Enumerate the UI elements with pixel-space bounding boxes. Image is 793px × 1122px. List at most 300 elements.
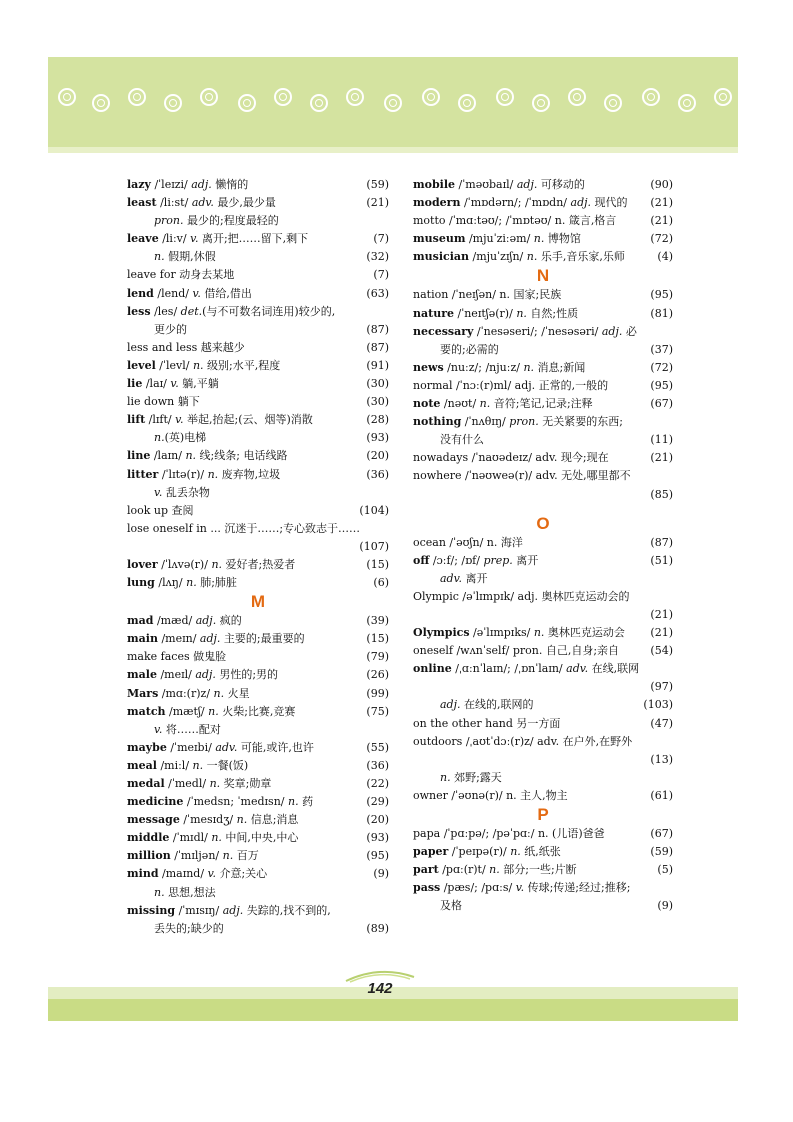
pronunciation: /laɪ/ xyxy=(142,377,171,391)
headword: medal xyxy=(127,777,165,790)
pronunciation: /ɔːf/; /ɒf/ xyxy=(429,553,484,567)
headword: leave xyxy=(127,232,159,246)
glossary-entry xyxy=(413,413,673,431)
page-reference: (95) xyxy=(366,849,389,863)
entry-text: nowadays /ˈnaʊədeɪz/ adv. 现今;现在 xyxy=(413,451,609,465)
part-of-speech: adv. xyxy=(215,740,238,754)
page-reference: (99) xyxy=(366,686,389,700)
entry-text: look up 查阅 xyxy=(127,503,194,517)
page-reference: (21) xyxy=(366,196,389,210)
headword: level xyxy=(127,358,156,372)
definition: 爱好者;热爱者 xyxy=(222,557,296,571)
page-reference: (89) xyxy=(366,921,389,935)
definition: 郊野;露天 xyxy=(450,770,502,784)
pronunciation: /les/ xyxy=(150,304,181,318)
glossary-entry xyxy=(127,902,389,920)
definition: 级别;水平,程度 xyxy=(203,358,281,372)
glossary-entry xyxy=(127,393,389,411)
page-reference: (67) xyxy=(650,397,673,411)
definition: 信息;消息 xyxy=(247,813,299,827)
headword: lazy xyxy=(127,178,151,191)
glossary-entry xyxy=(127,775,389,793)
part-of-speech: adj. xyxy=(199,632,221,646)
part-of-speech: adj. xyxy=(601,324,623,338)
circle-ornament xyxy=(238,94,256,112)
page-reference: (95) xyxy=(650,288,673,302)
definition: 没有什么 xyxy=(440,433,484,447)
headword: mobile xyxy=(413,178,456,191)
headword: nothing xyxy=(413,415,462,429)
pronunciation: /miːl/ xyxy=(156,758,193,772)
glossary-entry xyxy=(127,829,389,847)
part-of-speech: adj. xyxy=(195,668,216,682)
page-reference: (39) xyxy=(366,614,389,628)
part-of-speech: n. xyxy=(154,250,165,264)
glossary-entry xyxy=(127,538,389,556)
definition: 一餐(饭) xyxy=(203,758,249,772)
definition: 在线的,联网的 xyxy=(460,698,534,712)
left-column xyxy=(127,176,389,938)
part-of-speech: v. xyxy=(154,485,163,499)
definition: 懒惰的 xyxy=(211,178,249,191)
definition: 可移动的 xyxy=(537,178,585,191)
headword: meal xyxy=(127,758,157,772)
part-of-speech: pron. xyxy=(154,214,184,228)
glossary-entry xyxy=(413,879,673,897)
page-reference: (20) xyxy=(366,813,389,827)
headword: lift xyxy=(127,413,146,427)
page-reference: (79) xyxy=(366,650,389,664)
glossary-entry xyxy=(413,176,673,194)
definition: 男性的;男的 xyxy=(215,668,279,682)
entry-continuation xyxy=(127,884,389,902)
glossary-entry xyxy=(127,303,389,321)
entry-text: papa /ˈpɑːpə/; /pəˈpɑː/ n. (儿语)爸爸 xyxy=(413,827,605,840)
part-of-speech: n. xyxy=(288,795,299,809)
entry-text: nation /ˈneɪʃən/ n. 国家;民族 xyxy=(413,288,562,302)
circle-ornament xyxy=(496,88,514,106)
definition: 介意;关心 xyxy=(215,867,268,881)
glossary-entry xyxy=(127,447,389,465)
headword: news xyxy=(413,360,444,374)
part-of-speech: adj. xyxy=(222,903,244,917)
page-reference: (72) xyxy=(650,232,673,246)
pronunciation: /mæd/ xyxy=(153,614,196,628)
pronunciation: /ˈneɪtʃə(r)/ xyxy=(454,306,517,320)
page-reference: (9) xyxy=(373,867,389,881)
definition: 音符;笔记,记录;注释 xyxy=(490,397,593,411)
pronunciation: /mɑː(r)z/ xyxy=(158,686,214,700)
entry-text: on the other hand 另一方面 xyxy=(413,716,561,730)
definition: 举起,抬起;(云、烟等)消散 xyxy=(183,413,313,427)
headword: part xyxy=(413,863,439,877)
definition: 传球;传递;经过;推移; xyxy=(524,881,631,895)
page-reference: (22) xyxy=(366,777,389,790)
page-reference: (61) xyxy=(650,788,673,802)
page-reference: (103) xyxy=(643,698,673,712)
entry-continuation xyxy=(413,341,673,359)
glossary-entry xyxy=(127,285,389,303)
glossary-entry xyxy=(127,556,389,574)
headword: lend xyxy=(127,286,154,300)
glossary-entry xyxy=(127,466,389,484)
glossary-entry xyxy=(413,467,673,485)
page-reference: (54) xyxy=(650,644,673,658)
entry-text: ocean /ˈəʊʃn/ n. 海洋 xyxy=(413,535,523,549)
definition: 博物馆 xyxy=(544,232,581,246)
part-of-speech: adj. xyxy=(570,196,592,210)
page-reference: (107) xyxy=(359,539,389,553)
circle-ornament xyxy=(164,94,182,112)
definition: 必 xyxy=(622,324,637,338)
section-letter: N xyxy=(536,266,550,286)
part-of-speech: adj. xyxy=(191,178,212,191)
entry-text: lie down 躺下 xyxy=(127,395,200,409)
definition: 自然;性质 xyxy=(526,306,579,320)
part-of-speech: n. xyxy=(489,863,500,877)
pronunciation: /pæs/; /pɑːs/ xyxy=(440,881,516,895)
glossary-entry xyxy=(413,588,673,606)
page-reference: (7) xyxy=(373,268,389,282)
glossary-entry xyxy=(413,248,673,266)
page-reference: (21) xyxy=(650,626,673,640)
definition: 肺;肺脏 xyxy=(196,576,237,590)
section-letter: O xyxy=(536,513,550,533)
headword: pass xyxy=(413,881,441,895)
definition: 在线,联网 xyxy=(588,662,640,676)
entry-text: nowhere /ˈnəʊweə(r)/ adv. 无处,哪里都不 xyxy=(413,469,631,483)
glossary-entry xyxy=(127,793,389,811)
pronunciation: /lʌŋ/ xyxy=(154,576,187,590)
pronunciation: /meɪl/ xyxy=(156,668,196,682)
entry-continuation xyxy=(413,897,673,915)
page-reference: (21) xyxy=(650,196,673,210)
part-of-speech: adj. xyxy=(195,614,217,628)
glossary-entry xyxy=(413,377,673,395)
headword: match xyxy=(127,704,166,718)
page-reference: (75) xyxy=(366,704,389,718)
page-reference: (95) xyxy=(650,378,673,392)
circle-ornament xyxy=(642,88,660,106)
part-of-speech: pron. xyxy=(509,415,539,429)
pronunciation: /ˈlevl/ xyxy=(155,358,193,372)
page-reference: (15) xyxy=(366,632,389,646)
page-reference: (72) xyxy=(650,360,673,374)
entry-continuation xyxy=(127,212,389,230)
circle-ornament xyxy=(200,88,218,106)
glossary-entry xyxy=(413,825,673,843)
definition: 疯的 xyxy=(216,614,242,628)
circle-ornament xyxy=(604,94,622,112)
definition: 奥林匹克运动会 xyxy=(544,626,625,640)
glossary-entry xyxy=(127,230,389,248)
headword: note xyxy=(413,397,441,411)
definition: 假期,休假 xyxy=(164,250,216,264)
pronunciation: /ˈmedl/ xyxy=(164,777,210,790)
part-of-speech: n. xyxy=(510,845,521,859)
entry-continuation xyxy=(413,769,673,787)
headword: modern xyxy=(413,196,461,210)
definition: 火柴;比赛,竞赛 xyxy=(218,704,296,718)
circle-ornament xyxy=(92,94,110,112)
entry-continuation xyxy=(413,696,673,714)
pronunciation: /maɪnd/ xyxy=(158,867,208,881)
glossary-entry xyxy=(127,757,389,775)
page-reference: (5) xyxy=(657,863,673,877)
definition: 更少的 xyxy=(154,322,187,336)
glossary-entry xyxy=(127,375,389,393)
page-reference: (32) xyxy=(366,250,389,264)
part-of-speech: n. xyxy=(154,431,165,445)
headword: necessary xyxy=(413,324,474,338)
glossary-entry xyxy=(127,502,389,520)
definition: 奖章;勋章 xyxy=(220,777,272,790)
part-of-speech: n. xyxy=(209,777,221,790)
page-reference: (30) xyxy=(366,395,389,409)
entry-text: make faces 做鬼脸 xyxy=(127,650,227,664)
circle-ornament xyxy=(568,88,586,106)
glossary-entry xyxy=(413,286,673,304)
page-reference: (51) xyxy=(650,553,673,567)
page-reference: (59) xyxy=(650,845,673,859)
page-reference: (26) xyxy=(366,668,389,682)
entry-continuation xyxy=(127,721,389,739)
part-of-speech: n. xyxy=(211,557,223,571)
headword: mind xyxy=(127,867,159,881)
part-of-speech: n. xyxy=(211,831,222,845)
glossary-entry xyxy=(413,305,673,323)
part-of-speech: adj. xyxy=(440,698,461,712)
glossary-entry xyxy=(127,630,389,648)
headword: mad xyxy=(127,614,154,628)
glossary-entry xyxy=(413,212,673,230)
headword: message xyxy=(127,813,180,827)
page-reference: (37) xyxy=(650,342,673,356)
glossary-entry xyxy=(127,847,389,865)
circle-ornament xyxy=(58,88,76,106)
headword: Mars xyxy=(127,686,159,700)
definition: 丢失的;缺少的 xyxy=(154,921,224,935)
glossary-entry xyxy=(127,411,389,429)
entry-text: lose oneself in ... 沉迷于……;专心致志于…… xyxy=(127,521,361,535)
definition: 乱丢杂物 xyxy=(162,485,210,499)
glossary-entry xyxy=(413,660,673,678)
part-of-speech: v. xyxy=(170,377,179,391)
definition: 线;线条; 电话线路 xyxy=(196,449,288,463)
definition: 离开 xyxy=(512,553,539,567)
entry-text: outdoors /ˌaʊtˈdɔː(r)z/ adv. 在户外,在野外 xyxy=(413,734,633,748)
page-reference: (90) xyxy=(650,178,673,191)
pronunciation: /ˈmɪdl/ xyxy=(169,831,212,845)
page-reference: (4) xyxy=(657,250,673,264)
page-reference: (91) xyxy=(366,358,389,372)
definition: 药 xyxy=(298,795,314,809)
headword: maybe xyxy=(127,740,167,754)
definition: 离开;把……留下,剩下 xyxy=(198,232,309,246)
entry-text: owner /ˈəʊnə(r)/ n. 主人,物主 xyxy=(413,788,568,802)
page-reference: (47) xyxy=(650,716,673,730)
part-of-speech: v. xyxy=(175,413,184,427)
page-reference: (13) xyxy=(650,752,673,766)
part-of-speech: n. xyxy=(479,397,491,411)
glossary-entry xyxy=(127,703,389,721)
circle-ornament xyxy=(532,94,550,112)
entry-text: oneself /wʌnˈself/ pron. 自己,自身;亲自 xyxy=(413,644,620,658)
entry-text: motto /ˈmɑːtəʊ/; /ˈmɒtəʊ/ n. 箴言,格言 xyxy=(413,214,617,228)
definition: (英)电梯 xyxy=(164,431,207,445)
part-of-speech: n. xyxy=(208,704,219,718)
glossary-entry xyxy=(127,666,389,684)
definition: 火星 xyxy=(224,686,250,700)
headword: online xyxy=(413,662,452,676)
headword: lung xyxy=(127,576,155,590)
pronunciation: /meɪn/ xyxy=(157,632,200,646)
glossary-entry xyxy=(413,787,673,805)
page-reference: (87) xyxy=(366,340,389,354)
headword: lie xyxy=(127,377,143,391)
definition: 最少的;程度最轻的 xyxy=(183,214,279,228)
headword: male xyxy=(127,668,157,682)
glossary-entry xyxy=(413,733,673,751)
entry-continuation xyxy=(127,484,389,502)
glossary-entry xyxy=(127,648,389,666)
glossary-entry xyxy=(413,861,673,879)
page-reference: (67) xyxy=(650,827,673,840)
pronunciation: /laɪn/ xyxy=(150,449,186,463)
glossary-entry xyxy=(413,715,673,733)
part-of-speech: n. xyxy=(526,250,538,264)
glossary-entry xyxy=(413,230,673,248)
page-reference: (59) xyxy=(366,178,389,191)
circle-ornament xyxy=(384,94,402,112)
circle-ornament xyxy=(128,88,146,106)
definition: 离开 xyxy=(462,571,488,585)
pronunciation: /lɪft/ xyxy=(145,413,176,427)
part-of-speech: v. xyxy=(154,722,163,736)
definition: 废弃物,垃圾 xyxy=(218,467,281,481)
page-reference: (20) xyxy=(366,449,389,463)
part-of-speech: n. xyxy=(440,770,451,784)
page-reference: (15) xyxy=(366,557,389,571)
entry-continuation xyxy=(127,429,389,447)
part-of-speech: n. xyxy=(222,849,234,863)
headword: litter xyxy=(127,467,159,481)
glossary-entry xyxy=(127,266,389,284)
part-of-speech: v. xyxy=(515,881,525,895)
definition: 最少,最少量 xyxy=(213,196,276,210)
circle-ornament xyxy=(458,94,476,112)
pronunciation: /mætʃ/ xyxy=(165,704,209,718)
glossary-entry xyxy=(413,359,673,377)
page-reference: (81) xyxy=(650,306,673,320)
decorative-circles xyxy=(52,88,734,116)
pronunciation: /ˈmɒdərn/; /ˈmɒdn/ xyxy=(460,196,571,210)
right-column xyxy=(413,176,673,915)
page-reference: (85) xyxy=(650,487,673,501)
glossary-entry xyxy=(127,194,389,212)
definition: 失踪的,找不到的, xyxy=(243,903,331,917)
circle-ornament xyxy=(310,94,328,112)
definition: 可能,或许,也许 xyxy=(237,740,314,754)
page-reference: (104) xyxy=(359,503,389,517)
page-reference: (21) xyxy=(650,214,673,228)
part-of-speech: n. xyxy=(236,813,248,827)
entry-continuation xyxy=(413,431,673,449)
pronunciation: /ˈnesəseri/; /ˈnesəsəri/ xyxy=(473,324,602,338)
pronunciation: /ˈlɪtə(r)/ xyxy=(158,467,208,481)
page-reference: (30) xyxy=(366,377,389,391)
circle-ornament xyxy=(274,88,292,106)
definition: 纸,纸张 xyxy=(520,845,561,859)
pronunciation: /mjuˈziːəm/ xyxy=(465,232,534,246)
circle-ornament xyxy=(346,88,364,106)
page-reference: (93) xyxy=(366,431,389,445)
headword: main xyxy=(127,632,158,646)
page-reference: (63) xyxy=(366,286,389,300)
headword: paper xyxy=(413,845,449,859)
glossary-entry xyxy=(127,520,389,538)
page-reference: (55) xyxy=(366,740,389,754)
headword: Olympics xyxy=(413,626,470,640)
part-of-speech: n. xyxy=(533,232,545,246)
glossary-entry xyxy=(413,552,673,570)
definition: 要的;必需的 xyxy=(440,342,499,356)
entry-text: less and less 越来越少 xyxy=(127,340,245,354)
definition: 中间,中央,中心 xyxy=(221,831,299,845)
pronunciation: /lend/ xyxy=(153,286,193,300)
part-of-speech: n. xyxy=(533,626,545,640)
definition: 乐手,音乐家,乐师 xyxy=(537,250,625,264)
page-reference: (87) xyxy=(366,322,389,336)
definition: 部分;一些;片断 xyxy=(499,863,577,877)
spacer xyxy=(413,504,673,514)
page-reference: (36) xyxy=(366,467,389,481)
definition: 无关紧要的东西; xyxy=(538,415,623,429)
headword: line xyxy=(127,449,151,463)
pronunciation: /ˈmeɪbi/ xyxy=(166,740,216,754)
pronunciation: /liːv/ xyxy=(158,232,191,246)
part-of-speech: n. xyxy=(192,358,204,372)
page-reference: (21) xyxy=(650,607,673,621)
glossary-entry xyxy=(413,843,673,861)
part-of-speech: n. xyxy=(523,360,535,374)
pronunciation: /ˈpeɪpə(r)/ xyxy=(448,845,511,859)
glossary-entry xyxy=(127,574,389,592)
definition: 将……配对 xyxy=(162,722,221,736)
entry-text: leave for 动身去某地 xyxy=(127,268,235,282)
part-of-speech: adv. xyxy=(191,196,214,210)
part-of-speech: v. xyxy=(192,286,201,300)
pronunciation: /mjuˈzɪʃn/ xyxy=(469,250,527,264)
section-letter: M xyxy=(250,592,266,612)
headword: medicine xyxy=(127,795,184,809)
page-reference: (9) xyxy=(657,899,673,913)
pronunciation: /ˈmɪsɪŋ/ xyxy=(175,903,223,917)
part-of-speech: prep. xyxy=(483,553,513,567)
section-letter: P xyxy=(537,805,549,824)
glossary-entry xyxy=(413,449,673,467)
header-strip xyxy=(48,147,738,153)
headword: nature xyxy=(413,306,454,320)
glossary-entry xyxy=(127,811,389,829)
part-of-speech: v. xyxy=(207,867,216,881)
glossary-entry xyxy=(127,176,389,194)
glossary-entry xyxy=(413,678,673,696)
circle-ornament xyxy=(678,94,696,112)
part-of-speech: n. xyxy=(516,306,527,320)
pronunciation: /ˈlʌvə(r)/ xyxy=(157,557,212,571)
pronunciation: /ˈmɪljən/ xyxy=(170,849,223,863)
